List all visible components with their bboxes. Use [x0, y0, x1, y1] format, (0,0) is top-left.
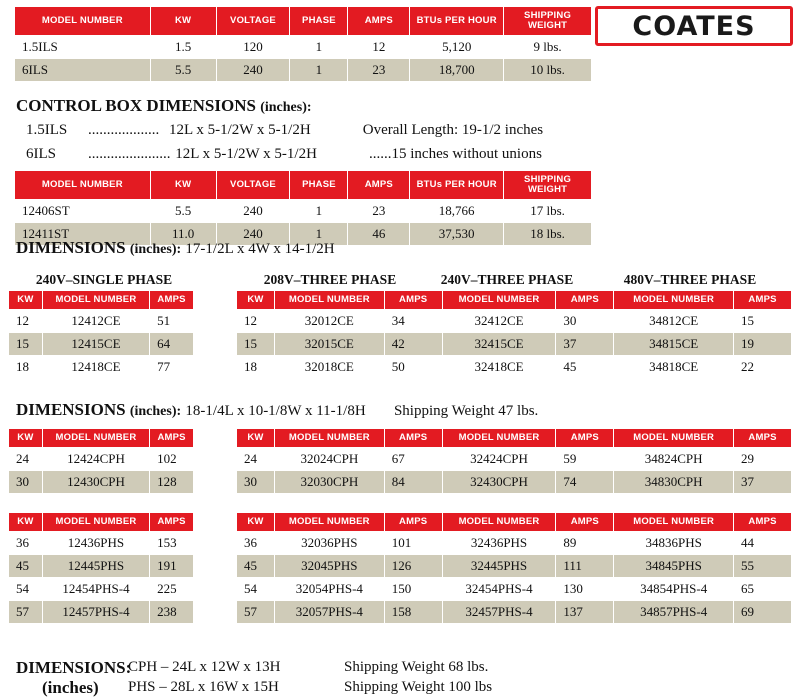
col-model-number: MODEL NUMBER: [42, 291, 149, 310]
cell-amps: 23: [348, 58, 410, 81]
table-row: [9, 554, 194, 577]
dimensions-footer-phs-model: PHS – 28L x 16W x 15H: [128, 679, 279, 695]
coates-logo: [595, 6, 793, 46]
cell-amps-208: 158: [384, 600, 442, 623]
cell-kw: 54: [237, 577, 275, 600]
cell-model-480: 34857PHS-4: [614, 600, 734, 623]
cell-amps: 102: [150, 447, 194, 470]
dimensions-footer-unit: (inches): [42, 678, 99, 697]
cell-model-480: 34818CE: [614, 355, 734, 378]
col-model-number-480: MODEL NUMBER: [614, 291, 734, 310]
table-header-row: [15, 171, 592, 200]
cell-model-240: 32454PHS-4: [442, 577, 556, 600]
cell-model: 12424CPH: [42, 447, 149, 470]
cell-voltage: 240: [216, 222, 290, 245]
col-model-number: MODEL NUMBER: [15, 171, 151, 200]
cell-phase: 1: [290, 222, 348, 245]
dimensions-line-1: [16, 238, 335, 258]
col-shipping-weight: SHIPPING WEIGHT: [504, 7, 592, 36]
cell-kw: 30: [237, 470, 275, 493]
cell-model-240: 32436PHS: [442, 531, 556, 554]
cell-btus: 5,120: [410, 35, 504, 58]
control-box-line-2: [26, 146, 786, 163]
col-model-number: MODEL NUMBER: [42, 513, 149, 532]
cell-kw: 54: [9, 577, 43, 600]
col-amps-240: AMPS: [556, 291, 614, 310]
cell-amps-240: 130: [556, 577, 614, 600]
dimensions-line-2: [16, 400, 538, 420]
cph-three-phase-table: [236, 428, 792, 494]
group-header-208v-three: 208V–THREE PHASE: [263, 272, 397, 287]
cell-amps-480: 65: [734, 577, 792, 600]
cell-amps-208: 42: [384, 332, 442, 355]
cell-amps-208: 34: [384, 309, 442, 332]
ce-single-phase-table: [8, 290, 194, 379]
table-row: [237, 447, 792, 470]
cell-amps-240: 59: [556, 447, 614, 470]
dims1-value: 17-1/2L x 4W x 14-1/2H: [185, 241, 335, 257]
cell-kw: 15: [9, 332, 43, 355]
cb-dims-2: 12L x 5-1/2W x 5-1/2H: [175, 146, 317, 162]
cell-model: 12412CE: [42, 309, 149, 332]
cell-btus: 37,530: [410, 222, 504, 245]
cell-kw: 5.5: [150, 58, 216, 81]
cell-kw: 57: [9, 600, 43, 623]
cell-model: 12415CE: [42, 332, 149, 355]
cell-amps-480: 22: [734, 355, 792, 378]
col-amps-480: AMPS: [734, 291, 792, 310]
cell-amps: 46: [348, 222, 410, 245]
cell-model: 12430CPH: [42, 470, 149, 493]
cell-phase: 1: [290, 199, 348, 222]
table-row: [237, 355, 792, 378]
cell-amps-208: 84: [384, 470, 442, 493]
cell-model-208: 32057PHS-4: [274, 600, 384, 623]
cell-model-480: 34845PHS: [614, 554, 734, 577]
table-header-row: [15, 7, 592, 36]
cell-model-208: 32024CPH: [274, 447, 384, 470]
cell-weight: 10 lbs.: [504, 58, 592, 81]
cell-amps-480: 69: [734, 600, 792, 623]
cell-amps: 12: [348, 35, 410, 58]
col-model-number-480: MODEL NUMBER: [614, 513, 734, 532]
ce-three-phase-table: [236, 290, 792, 379]
cell-kw: 36: [237, 531, 275, 554]
cell-amps: 153: [150, 531, 194, 554]
cell-model-208: 32018CE: [274, 355, 384, 378]
col-amps-240: AMPS: [556, 513, 614, 532]
col-kw: KW: [237, 513, 275, 532]
col-phase: PHASE: [290, 7, 348, 36]
dims2-value: 18-1/4L x 10-1/8W x 11-1/8H: [185, 403, 366, 419]
dimensions-footer-phs-weight: Shipping Weight 100 lbs: [344, 679, 493, 695]
col-kw: KW: [9, 513, 43, 532]
col-shipping-weight: SHIPPING WEIGHT: [504, 171, 592, 200]
cell-model-208: 32012CE: [274, 309, 384, 332]
dims1-unit: (inches):: [129, 242, 182, 257]
col-btus: BTUs PER HOUR: [410, 171, 504, 200]
cb-model-1: 1.5ILS: [26, 122, 68, 138]
cell-amps: 128: [150, 470, 194, 493]
cell-amps-240: 74: [556, 470, 614, 493]
cell-kw: 45: [237, 554, 275, 577]
cell-voltage: 120: [216, 35, 290, 58]
col-voltage: VOLTAGE: [216, 171, 290, 200]
cell-model-240: 32457PHS-4: [442, 600, 556, 623]
col-amps-480: AMPS: [734, 429, 792, 448]
col-model-number-208: MODEL NUMBER: [274, 513, 384, 532]
table-header-row: [9, 291, 194, 310]
cell-model: 1.5ILS: [15, 35, 151, 58]
table-row: [237, 577, 792, 600]
cell-btus: 18,700: [410, 58, 504, 81]
cell-model-208: 32045PHS: [274, 554, 384, 577]
table-header-row: [237, 429, 792, 448]
dims2-weight: Shipping Weight 47 lbs.: [393, 403, 539, 419]
col-btus: BTUs PER HOUR: [410, 7, 504, 36]
cell-amps: 225: [150, 577, 194, 600]
col-amps: AMPS: [150, 291, 194, 310]
cell-kw: 15: [237, 332, 275, 355]
col-amps-208: AMPS: [384, 513, 442, 532]
cell-model-480: 34830CPH: [614, 470, 734, 493]
col-amps-480: AMPS: [734, 513, 792, 532]
cell-amps-208: 126: [384, 554, 442, 577]
col-kw: KW: [150, 7, 216, 36]
col-model-number-240: MODEL NUMBER: [442, 513, 556, 532]
col-kw: KW: [237, 429, 275, 448]
dimensions-footer-cph-weight: Shipping Weight 68 lbs.: [344, 659, 489, 675]
cell-model: 12457PHS-4: [42, 600, 149, 623]
cell-amps-208: 101: [384, 531, 442, 554]
cell-amps: 191: [150, 554, 194, 577]
cell-weight: 9 lbs.: [504, 35, 592, 58]
group-header-240v-single: 240V–SINGLE PHASE: [35, 272, 173, 287]
cph-single-phase-table: [8, 428, 194, 494]
cell-model-480: 34836PHS: [614, 531, 734, 554]
cell-kw: 5.5: [150, 199, 216, 222]
cell-amps-480: 29: [734, 447, 792, 470]
cb-note-1: Overall Length: 19-1/2 inches: [362, 122, 544, 138]
col-amps-240: AMPS: [556, 429, 614, 448]
table-row: [9, 332, 194, 355]
table-header-row: [237, 291, 792, 310]
cell-kw: 24: [9, 447, 43, 470]
group-header-480v-three: 480V–THREE PHASE: [623, 272, 757, 287]
cell-amps-208: 150: [384, 577, 442, 600]
table-row: [9, 470, 194, 493]
group-header-240v-three: 240V–THREE PHASE: [440, 272, 574, 287]
cell-amps-208: 50: [384, 355, 442, 378]
table-row: [9, 531, 194, 554]
table-row: [237, 554, 792, 577]
control-box-title-suffix: (inches):: [260, 100, 312, 115]
control-box-title: CONTROL BOX DIMENSIONS: [16, 96, 256, 115]
cb-model-2: 6ILS: [26, 146, 56, 162]
col-kw: KW: [9, 429, 43, 448]
cell-amps: 23: [348, 199, 410, 222]
table-row: [15, 58, 592, 81]
table-row: [237, 600, 792, 623]
table-row: [9, 577, 194, 600]
cell-amps-480: 55: [734, 554, 792, 577]
cell-phase: 1: [290, 35, 348, 58]
phs-three-phase-table: [236, 512, 792, 624]
cell-kw: 12: [9, 309, 43, 332]
col-amps: AMPS: [150, 429, 194, 448]
table-row: [9, 600, 194, 623]
col-phase: PHASE: [290, 171, 348, 200]
cell-phase: 1: [290, 58, 348, 81]
cell-amps-480: 37: [734, 470, 792, 493]
table-header-row: [9, 513, 194, 532]
cell-model-480: 34815CE: [614, 332, 734, 355]
col-model-number-208: MODEL NUMBER: [274, 429, 384, 448]
col-amps-208: AMPS: [384, 291, 442, 310]
cell-model: 12436PHS: [42, 531, 149, 554]
cell-kw: 30: [9, 470, 43, 493]
cell-amps: 238: [150, 600, 194, 623]
cell-amps-240: 137: [556, 600, 614, 623]
table-row: [15, 35, 592, 58]
logo-text: COATES: [632, 10, 756, 42]
cell-amps-240: 89: [556, 531, 614, 554]
cell-model-208: 32054PHS-4: [274, 577, 384, 600]
table-header-row: [237, 513, 792, 532]
cell-weight: 17 lbs.: [504, 199, 592, 222]
cb-dims-1: 12L x 5-1/2W x 5-1/2H: [169, 122, 311, 138]
dimensions-footer-label: DIMENSIONS:: [16, 658, 132, 677]
col-kw: KW: [9, 291, 43, 310]
col-amps: AMPS: [348, 171, 410, 200]
cell-model-480: 34854PHS-4: [614, 577, 734, 600]
col-amps: AMPS: [348, 7, 410, 36]
cell-amps: 64: [150, 332, 194, 355]
table-row: [9, 309, 194, 332]
dims2-unit: (inches):: [129, 404, 182, 419]
table-row: [237, 309, 792, 332]
col-model-number-208: MODEL NUMBER: [274, 291, 384, 310]
cell-model: 6ILS: [15, 58, 151, 81]
cell-amps: 51: [150, 309, 194, 332]
cell-amps-480: 19: [734, 332, 792, 355]
cell-model-480: 34812CE: [614, 309, 734, 332]
col-amps: AMPS: [150, 513, 194, 532]
table-row: [9, 447, 194, 470]
cell-model-240: 32415CE: [442, 332, 556, 355]
cell-model-208: 32030CPH: [274, 470, 384, 493]
col-model-number-480: MODEL NUMBER: [614, 429, 734, 448]
cell-kw: 36: [9, 531, 43, 554]
cell-model: 12411ST: [15, 222, 151, 245]
cell-model-240: 32412CE: [442, 309, 556, 332]
cell-model-240: 32424CPH: [442, 447, 556, 470]
cell-model-208: 32015CE: [274, 332, 384, 355]
cell-kw: 24: [237, 447, 275, 470]
cell-model: 12406ST: [15, 199, 151, 222]
cell-amps-480: 15: [734, 309, 792, 332]
cell-model: 12454PHS-4: [42, 577, 149, 600]
col-voltage: VOLTAGE: [216, 7, 290, 36]
cell-amps: 77: [150, 355, 194, 378]
cell-kw: 18: [9, 355, 43, 378]
cell-amps-480: 44: [734, 531, 792, 554]
cell-amps-240: 37: [556, 332, 614, 355]
cell-model: 12445PHS: [42, 554, 149, 577]
table-row: [237, 531, 792, 554]
col-model-number: MODEL NUMBER: [15, 7, 151, 36]
phs-single-phase-table: [8, 512, 194, 624]
control-box-line-1: [26, 122, 786, 139]
table-header-row: [9, 429, 194, 448]
col-kw: KW: [237, 291, 275, 310]
col-model-number-240: MODEL NUMBER: [442, 291, 556, 310]
st-spec-table: [14, 170, 592, 246]
cb-dots-1: ...................: [88, 122, 160, 138]
table-row: [9, 355, 194, 378]
col-amps-208: AMPS: [384, 429, 442, 448]
cell-kw: 18: [237, 355, 275, 378]
cell-voltage: 240: [216, 199, 290, 222]
cell-model-480: 34824CPH: [614, 447, 734, 470]
dimensions-footer-cph-model: CPH – 24L x 12W x 13H: [128, 659, 281, 675]
cell-kw: 57: [237, 600, 275, 623]
table-row: [237, 470, 792, 493]
cell-model: 12418CE: [42, 355, 149, 378]
dims2-label: DIMENSIONS: [16, 400, 126, 419]
cell-amps-240: 45: [556, 355, 614, 378]
cell-model-240: 32430CPH: [442, 470, 556, 493]
table-row: [237, 332, 792, 355]
col-model-number: MODEL NUMBER: [42, 429, 149, 448]
cell-model-240: 32445PHS: [442, 554, 556, 577]
ils-spec-table: [14, 6, 592, 82]
cell-weight: 18 lbs.: [504, 222, 592, 245]
cell-amps-208: 67: [384, 447, 442, 470]
dims1-label: DIMENSIONS: [16, 238, 126, 257]
cell-kw: 1.5: [150, 35, 216, 58]
cell-amps-240: 30: [556, 309, 614, 332]
table-row: [15, 199, 592, 222]
cb-dots-2: ......................: [88, 146, 171, 162]
cb-note-2: ......15 inches without unions: [369, 146, 542, 162]
cell-voltage: 240: [216, 58, 290, 81]
cell-model-208: 32036PHS: [274, 531, 384, 554]
cell-kw: 12: [237, 309, 275, 332]
control-box-heading: [16, 96, 312, 116]
cell-model-240: 32418CE: [442, 355, 556, 378]
cell-btus: 18,766: [410, 199, 504, 222]
cell-kw: 45: [9, 554, 43, 577]
cell-amps-240: 111: [556, 554, 614, 577]
cell-kw: 11.0: [150, 222, 216, 245]
col-kw: KW: [150, 171, 216, 200]
col-model-number-240: MODEL NUMBER: [442, 429, 556, 448]
